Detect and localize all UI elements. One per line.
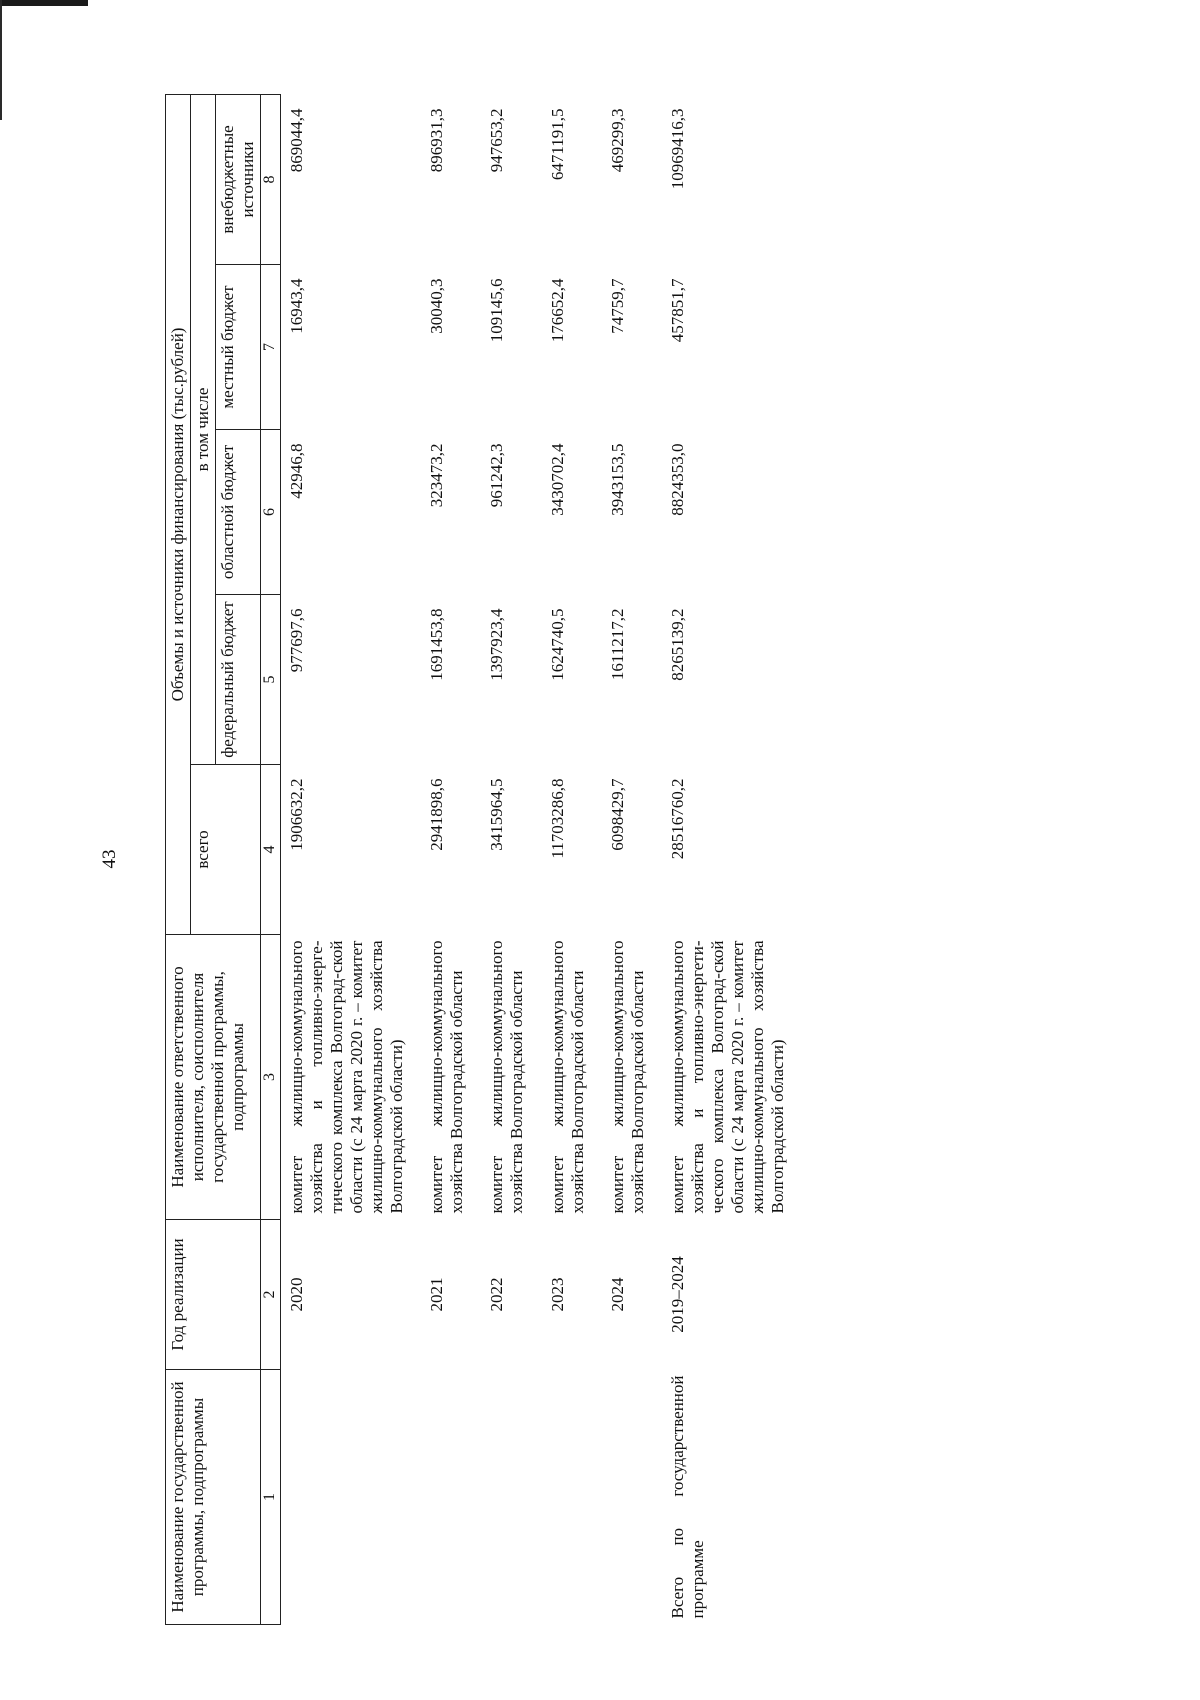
table-header [166, 94, 281, 1624]
row-name [530, 1370, 590, 1625]
row-regional: 42946,8 [287, 443, 307, 499]
row-year: 2024 [607, 1277, 627, 1312]
row-local: 176652,4 [547, 278, 567, 343]
row-year: 2023 [547, 1277, 567, 1312]
page-number: 43 [99, 849, 120, 869]
row-federal: 977697,6 [287, 608, 307, 673]
column-number: 7 [261, 265, 281, 430]
row-total: 6098429,7 [607, 778, 627, 851]
row-regional: 323473,2 [427, 443, 447, 508]
row-local: 16943,4 [287, 278, 307, 334]
header-extra: внебюджетные источники [216, 94, 261, 264]
scan-corner-mark [0, 0, 88, 6]
header-year: Год реализации [166, 1220, 261, 1370]
row-federal: 1611217,2 [607, 608, 627, 681]
row-name [590, 1370, 650, 1625]
row-year: 2021 [427, 1277, 447, 1312]
row-regional: 3943153,5 [607, 443, 627, 516]
column-number: 3 [261, 935, 281, 1220]
header-executor: Наименование ответственного исполнителя, соисполнителя государственной программы, подпрограммы [166, 935, 261, 1220]
header-including: в том числе [191, 94, 216, 764]
header-federal: федеральный бюджет [216, 595, 261, 765]
row-local: 457851,7 [667, 278, 687, 343]
row-total: 1906632,2 [287, 778, 307, 851]
scan-edge-mark [0, 0, 2, 120]
row-name [409, 1370, 469, 1625]
row-total: 11703286,8 [547, 778, 567, 859]
row-local: 109145,6 [487, 278, 507, 343]
row-regional: 961242,3 [487, 443, 507, 508]
header-local: местный бюджет [216, 265, 261, 430]
row-total: 3415964,5 [487, 778, 507, 851]
table-row [590, 94, 650, 1624]
column-number: 5 [261, 595, 281, 765]
table-row-total [650, 94, 790, 1624]
column-number: 8 [261, 94, 281, 264]
column-number: 1 [261, 1370, 281, 1625]
row-regional: 8824353,0 [667, 443, 687, 516]
funding-table [165, 94, 790, 1625]
row-local: 30040,3 [427, 278, 447, 334]
table-row [530, 94, 590, 1624]
row-year: 2022 [487, 1277, 507, 1312]
row-executor: комитет жилищно-коммунального хозяйства и топливно-энергети-ческого комплекса Волгоград-ской области (с 24 марта 2020 г. – комитет жилищно-коммунального хозяйства Волгоградской области) [667, 940, 787, 1214]
row-year: 2020 [287, 1277, 307, 1312]
row-local: 74759,7 [607, 278, 627, 334]
row-extra: 10969416,3 [667, 108, 687, 190]
row-extra: 869044,4 [287, 108, 307, 173]
row-extra: 469299,3 [607, 108, 627, 173]
row-executor: комитет жилищно-коммунального хозяйства Волгоградской области [607, 940, 647, 1214]
row-executor: комитет жилищно-коммунального хозяйства Волгоградской области [427, 940, 467, 1214]
header-name: Наименование государственной программы, подпрограммы [166, 1370, 261, 1625]
row-extra: 896931,3 [427, 108, 447, 173]
rotated-page-content [165, 95, 1145, 1625]
table-row [281, 94, 410, 1624]
table-body [281, 94, 790, 1624]
row-name [281, 1370, 410, 1625]
row-name: Всего по государственной программе [667, 1375, 707, 1619]
header-total: всего [191, 765, 261, 935]
row-extra: 947653,2 [487, 108, 507, 173]
row-federal: 8265139,2 [667, 608, 687, 681]
row-name [469, 1370, 529, 1625]
column-number-row [261, 94, 281, 1624]
row-total: 2941898,6 [427, 778, 447, 851]
row-regional: 3430702,4 [547, 443, 567, 516]
row-federal: 1397923,4 [487, 608, 507, 681]
row-total: 28516760,2 [667, 778, 687, 860]
header-regional: областной бюджет [216, 430, 261, 595]
row-executor: комитет жилищно-коммунального хозяйства и топливно-энерге-тического комплекса Волгоград-ской области (с 24 марта 2020 г. – комитет жилищно-коммунального хозяйства Волгоградской области) [287, 940, 407, 1214]
row-federal: 1624740,5 [547, 608, 567, 681]
column-number: 6 [261, 430, 281, 595]
header-funding: Объемы и источники финансирования (тыс.рублей) [166, 94, 191, 934]
column-number: 4 [261, 765, 281, 935]
table-row [469, 94, 529, 1624]
row-year: 2019–2024 [667, 1256, 687, 1333]
table-row [409, 94, 469, 1624]
column-number: 2 [261, 1220, 281, 1370]
row-extra: 6471191,5 [547, 108, 567, 181]
row-executor: комитет жилищно-коммунального хозяйства Волгоградской области [487, 940, 527, 1214]
row-executor: комитет жилищно-коммунального хозяйства Волгоградской области [547, 940, 587, 1214]
row-federal: 1691453,8 [427, 608, 447, 681]
